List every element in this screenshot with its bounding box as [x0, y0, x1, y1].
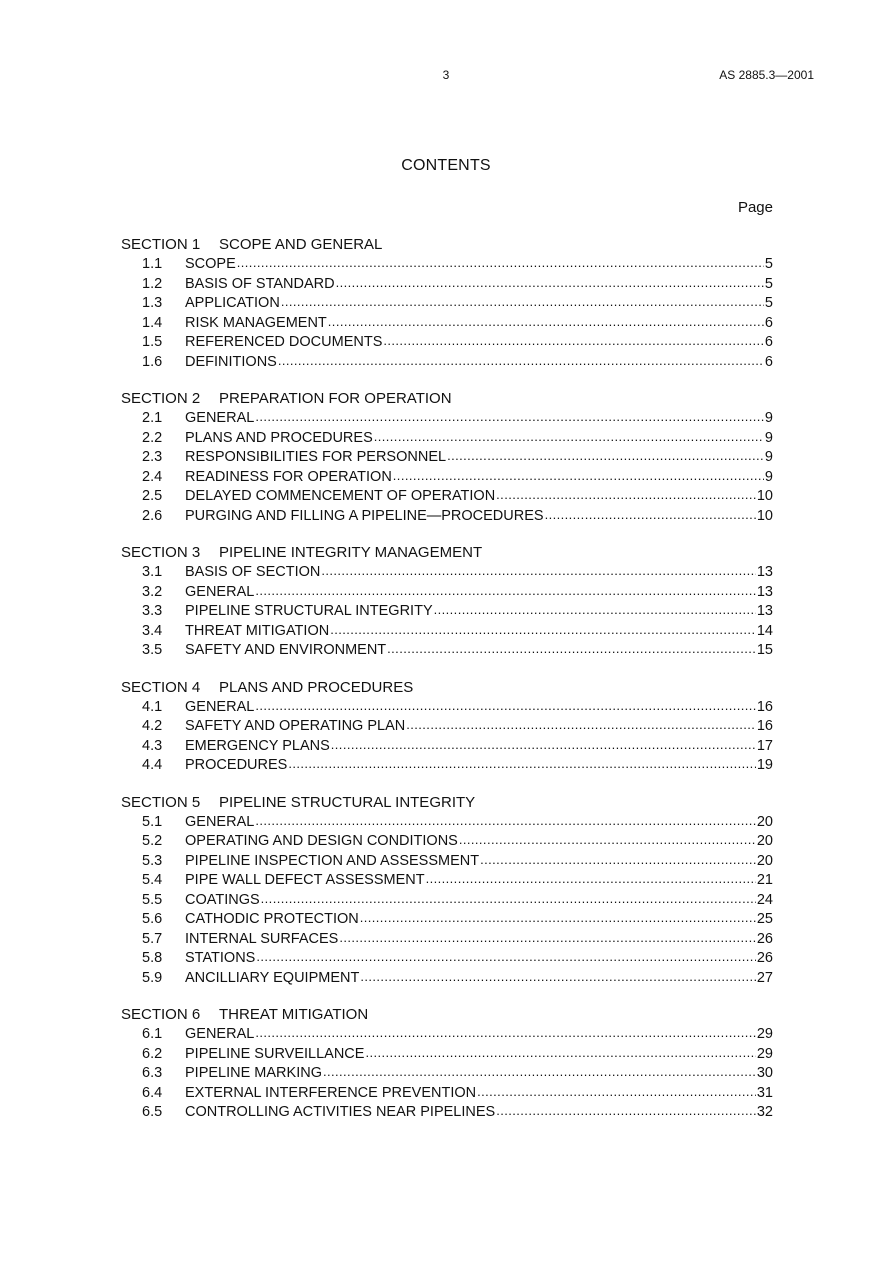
- entry-number: 4.3: [142, 737, 163, 754]
- entry-number: 1.1: [142, 256, 163, 272]
- entry-page-number: 6: [764, 353, 773, 370]
- entry-page-number: 5: [764, 295, 773, 311]
- entry-title: GENERAL: [185, 410, 255, 426]
- entry-page-number: 5: [764, 275, 773, 292]
- entry-title: DEFINITIONS: [185, 353, 277, 370]
- entry-number: 1.2: [142, 275, 163, 292]
- entry-title: DELAYED COMMENCEMENT OF OPERATION: [185, 488, 496, 504]
- entry-title: PIPELINE MARKING: [185, 1065, 322, 1081]
- dot-leader: [496, 485, 756, 506]
- dot-leader: [255, 696, 756, 717]
- toc-entry[interactable]: [121, 831, 773, 851]
- section-heading[interactable]: [121, 678, 773, 697]
- dot-leader: [331, 735, 756, 756]
- toc-entry[interactable]: [121, 870, 773, 890]
- dot-leader: [255, 1023, 756, 1044]
- page-column-label: Page: [737, 199, 773, 216]
- entry-title: PIPELINE STRUCTURAL INTEGRITY: [185, 603, 433, 619]
- toc-entry[interactable]: [121, 640, 773, 660]
- entry-title: PROCEDURES: [185, 757, 288, 773]
- entry-page-number: 16: [756, 718, 773, 734]
- entry-number: 6.5: [142, 1104, 163, 1120]
- section-title: SCOPE AND GENERAL: [219, 236, 383, 253]
- entry-page-number: 26: [756, 930, 773, 947]
- entry-number: 2.2: [142, 429, 163, 446]
- entry-number: 5.5: [142, 891, 163, 908]
- entry-page-number: 19: [756, 757, 773, 773]
- dot-leader: [261, 889, 756, 910]
- toc-entry[interactable]: [121, 254, 773, 274]
- entry-number: 2.6: [142, 507, 163, 524]
- table-of-contents: [121, 235, 773, 1140]
- entry-page-number: 13: [756, 564, 773, 580]
- section-label: SECTION 2: [121, 390, 201, 407]
- entry-page-number: 13: [756, 603, 773, 619]
- dot-leader: [365, 1043, 755, 1064]
- toc-entry[interactable]: [121, 1063, 773, 1083]
- entry-title: EMERGENCY PLANS: [185, 737, 330, 754]
- toc-entry[interactable]: [121, 621, 773, 641]
- dot-leader: [360, 967, 756, 988]
- toc-entry[interactable]: [121, 467, 773, 487]
- entry-title: PIPE WALL DEFECT ASSESSMENT: [185, 872, 425, 888]
- entry-title: OPERATING AND DESIGN CONDITIONS: [185, 833, 458, 849]
- dot-leader: [477, 1082, 756, 1103]
- dot-leader: [255, 581, 756, 602]
- toc-section: [121, 1005, 773, 1122]
- toc-entry[interactable]: [121, 562, 773, 582]
- section-title: THREAT MITIGATION: [219, 1006, 369, 1023]
- entry-page-number: 29: [756, 1045, 773, 1062]
- entry-title: CATHODIC PROTECTION: [185, 911, 359, 927]
- entry-title: RESPONSIBILITIES FOR PERSONNEL: [185, 449, 447, 465]
- toc-entry[interactable]: [121, 909, 773, 929]
- entry-title: GENERAL: [185, 813, 255, 830]
- entry-number: 4.1: [142, 698, 163, 715]
- page-title: CONTENTS: [401, 157, 491, 174]
- entry-number: 1.5: [142, 334, 163, 350]
- toc-entry[interactable]: [121, 408, 773, 428]
- entry-page-number: 10: [756, 507, 773, 524]
- section-title: PREPARATION FOR OPERATION: [219, 390, 452, 407]
- section-label: SECTION 5: [121, 793, 201, 811]
- entry-number: 2.3: [142, 449, 163, 465]
- entry-number: 6.4: [142, 1084, 163, 1101]
- dot-leader: [281, 292, 764, 313]
- entry-number: 1.4: [142, 314, 163, 331]
- entry-number: 5.7: [142, 930, 163, 947]
- entry-page-number: 20: [756, 813, 773, 830]
- entry-page-number: 20: [756, 833, 773, 849]
- entry-page-number: 21: [756, 872, 773, 888]
- entry-number: 1.6: [142, 353, 163, 370]
- entry-number: 6.1: [142, 1026, 163, 1042]
- toc-entry[interactable]: [121, 890, 773, 910]
- entry-page-number: 9: [764, 410, 773, 426]
- toc-entry[interactable]: [121, 968, 773, 988]
- section-label: SECTION 6: [121, 1006, 201, 1023]
- entry-title: PURGING AND FILLING A PIPELINE—PROCEDURES: [185, 507, 544, 524]
- entry-title: GENERAL: [185, 1026, 255, 1042]
- entry-number: 3.3: [142, 603, 163, 619]
- toc-entry[interactable]: [121, 582, 773, 602]
- entry-number: 2.5: [142, 488, 163, 504]
- entry-title: REFERENCED DOCUMENTS: [185, 334, 383, 350]
- entry-title: CONTROLLING ACTIVITIES NEAR PIPELINES: [185, 1104, 496, 1120]
- entry-number: 4.2: [142, 718, 163, 734]
- entry-page-number: 25: [756, 911, 773, 927]
- entry-page-number: 26: [756, 950, 773, 966]
- toc-entry[interactable]: [121, 293, 773, 313]
- entry-title: READINESS FOR OPERATION: [185, 468, 392, 485]
- toc-section: [121, 543, 773, 660]
- entry-page-number: 20: [756, 852, 773, 869]
- entry-title: SCOPE: [185, 256, 236, 272]
- entry-page-number: 9: [764, 468, 773, 485]
- entry-page-number: 32: [756, 1104, 773, 1120]
- section-heading[interactable]: [121, 1005, 773, 1024]
- dot-leader: [339, 928, 756, 949]
- entry-page-number: 30: [756, 1065, 773, 1081]
- entry-page-number: 5: [764, 256, 773, 272]
- toc-entry[interactable]: [121, 755, 773, 775]
- dot-leader: [288, 754, 756, 775]
- dot-leader: [237, 253, 764, 274]
- entry-number: 6.3: [142, 1065, 163, 1081]
- entry-title: PLANS AND PROCEDURES: [185, 429, 373, 446]
- toc-entry[interactable]: [121, 851, 773, 871]
- toc-entry[interactable]: [121, 428, 773, 448]
- entry-title: PIPELINE INSPECTION AND ASSESSMENT: [185, 852, 480, 869]
- toc-entry[interactable]: [121, 313, 773, 333]
- entry-page-number: 24: [756, 891, 773, 908]
- entry-number: 1.3: [142, 295, 163, 311]
- entry-number: 5.3: [142, 852, 163, 869]
- toc-entry[interactable]: [121, 812, 773, 832]
- entry-number: 3.5: [142, 642, 163, 658]
- page-number: 3: [442, 68, 450, 82]
- toc-entry[interactable]: [121, 929, 773, 949]
- entry-number: 5.2: [142, 833, 163, 849]
- entry-page-number: 16: [756, 698, 773, 715]
- section-label: SECTION 1: [121, 236, 201, 253]
- dot-leader: [255, 811, 756, 832]
- entry-title: SAFETY AND ENVIRONMENT: [185, 642, 387, 658]
- entry-title: THREAT MITIGATION: [185, 622, 330, 639]
- dot-leader: [545, 505, 756, 526]
- section-heading[interactable]: [121, 235, 773, 254]
- toc-entry[interactable]: [121, 1024, 773, 1044]
- toc-entry[interactable]: [121, 447, 773, 467]
- toc-entry[interactable]: [121, 736, 773, 756]
- entry-page-number: 29: [756, 1026, 773, 1042]
- toc-entry[interactable]: [121, 332, 773, 352]
- entry-page-number: 15: [756, 642, 773, 658]
- entry-title: BASIS OF STANDARD: [185, 275, 335, 292]
- toc-entry[interactable]: [121, 716, 773, 736]
- toc-entry[interactable]: [121, 1102, 773, 1122]
- entry-page-number: 9: [764, 449, 773, 465]
- dot-leader: [374, 427, 764, 448]
- entry-title: GENERAL: [185, 698, 255, 715]
- dot-leader: [255, 407, 764, 428]
- section-title: PLANS AND PROCEDURES: [219, 678, 414, 696]
- dot-leader: [496, 1101, 756, 1122]
- entry-number: 5.1: [142, 813, 163, 830]
- standard-reference: AS 2885.3—2001: [719, 68, 814, 82]
- toc-section: [121, 678, 773, 775]
- toc-entry[interactable]: [121, 274, 773, 294]
- toc-entry[interactable]: [121, 506, 773, 526]
- entry-title: ANCILLIARY EQUIPMENT: [185, 969, 360, 986]
- dot-leader: [256, 947, 756, 968]
- dot-leader: [426, 869, 756, 890]
- entry-title: APPLICATION: [185, 295, 280, 311]
- entry-title: STATIONS: [185, 950, 256, 966]
- entry-title: GENERAL: [185, 583, 255, 600]
- entry-title: BASIS OF SECTION: [185, 564, 321, 580]
- dot-leader: [480, 850, 756, 871]
- dot-leader: [330, 620, 756, 641]
- dot-leader: [459, 830, 756, 851]
- toc-section: [121, 235, 773, 371]
- entry-number: 5.9: [142, 969, 163, 986]
- dot-leader: [278, 351, 764, 372]
- toc-entry[interactable]: [121, 1044, 773, 1064]
- toc-section: [121, 389, 773, 525]
- entry-number: 6.2: [142, 1045, 163, 1062]
- entry-page-number: 9: [764, 429, 773, 446]
- section-title: PIPELINE INTEGRITY MANAGEMENT: [219, 544, 483, 561]
- entry-page-number: 6: [764, 314, 773, 331]
- entry-number: 2.1: [142, 410, 163, 426]
- section-label: SECTION 4: [121, 678, 201, 696]
- dot-leader: [434, 600, 756, 621]
- entry-title: EXTERNAL INTERFERENCE PREVENTION: [185, 1084, 477, 1101]
- dot-leader: [406, 715, 756, 736]
- dot-leader: [360, 908, 756, 929]
- entry-number: 5.6: [142, 911, 163, 927]
- entry-title: RISK MANAGEMENT: [185, 314, 327, 331]
- dot-leader: [321, 561, 756, 582]
- dot-leader: [328, 312, 764, 333]
- toc-section: [121, 793, 773, 988]
- entry-number: 3.2: [142, 583, 163, 600]
- section-heading[interactable]: [121, 793, 773, 812]
- entry-page-number: 6: [764, 334, 773, 350]
- dot-leader: [447, 446, 764, 467]
- toc-entry[interactable]: [121, 948, 773, 968]
- entry-title: INTERNAL SURFACES: [185, 930, 339, 947]
- dot-leader: [387, 639, 756, 660]
- dot-leader: [393, 466, 764, 487]
- toc-entry[interactable]: [121, 1083, 773, 1103]
- entry-page-number: 13: [756, 583, 773, 600]
- entry-number: 5.8: [142, 950, 163, 966]
- entry-page-number: 14: [756, 622, 773, 639]
- toc-entry[interactable]: [121, 601, 773, 621]
- dot-leader: [323, 1062, 756, 1083]
- entry-number: 2.4: [142, 468, 163, 485]
- toc-entry[interactable]: [121, 697, 773, 717]
- section-label: SECTION 3: [121, 544, 201, 561]
- entry-number: 3.1: [142, 564, 163, 580]
- entry-number: 5.4: [142, 872, 163, 888]
- toc-entry[interactable]: [121, 486, 773, 506]
- toc-entry[interactable]: [121, 352, 773, 372]
- entry-page-number: 17: [756, 737, 773, 754]
- entry-number: 4.4: [142, 757, 163, 773]
- entry-page-number: 10: [756, 488, 773, 504]
- entry-page-number: 31: [756, 1084, 773, 1101]
- dot-leader: [383, 331, 764, 352]
- entry-title: COATINGS: [185, 891, 260, 908]
- entry-number: 3.4: [142, 622, 163, 639]
- entry-title: SAFETY AND OPERATING PLAN: [185, 718, 406, 734]
- entry-page-number: 27: [756, 969, 773, 986]
- section-title: PIPELINE STRUCTURAL INTEGRITY: [219, 793, 476, 811]
- entry-title: PIPELINE SURVEILLANCE: [185, 1045, 365, 1062]
- section-heading[interactable]: [121, 389, 773, 408]
- dot-leader: [336, 273, 764, 294]
- section-heading[interactable]: [121, 543, 773, 562]
